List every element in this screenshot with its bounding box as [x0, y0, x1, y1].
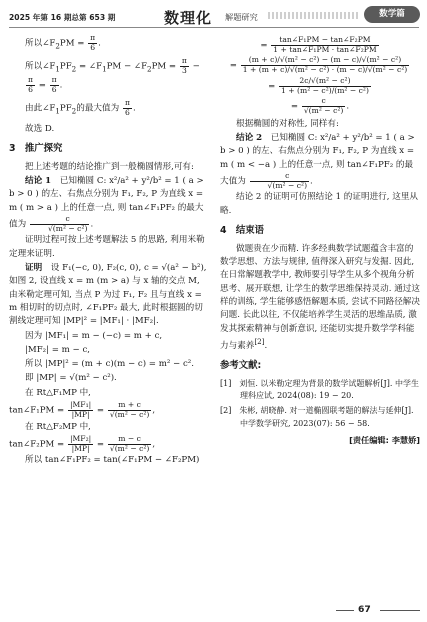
journal-brand: 数理化: [164, 9, 213, 27]
closing-paragraph: 做题贵在少而精. 许多经典数学试题蕴含丰富的数学思想、方法与规律, 值得深入研究与发掘. 因此, 在日常解题教学中, 教师要引导学生从多个视角分析思考、展开联想, 让学生的数学思维保持灵动. 通过这样的训练, 学生能够感悟解题本质, 尝试不同路径解决问题. 长此以往, 不仅能培养学生灵活的思维品质, 激发其探索精神与创新意识, 还能切实提升数学学科能力与素养[2].: [220, 243, 420, 351]
header-decoration: [268, 12, 358, 19]
left-column: [9, 34, 207, 469]
proof-line-mp: 即 |MP| = √(m² − c²).: [25, 373, 117, 384]
reference-1: [1] 刘恒. 以米勒定理为背景的数学试题解析[J]. 中学生理科应试, 2024(08): 19 − 20.: [220, 378, 419, 400]
conclusion-2-proof-note: 结论 2 的证明可仿照结论 1 的证明进行, 这里从略.: [220, 192, 419, 216]
line-answer: 故选 D.: [25, 123, 55, 134]
line-angle-f2pm: 所以$\angle F_2PM$ = $\frac{\pi}{6}$ .: [25, 33, 101, 52]
references-heading: 参考文献:: [220, 360, 262, 371]
page-number-rule-right: [380, 610, 420, 611]
citation-2: [2]: [254, 336, 265, 346]
issue-number: 2025 年第 16 期总第 653 期: [9, 13, 116, 22]
line-max-value: 由此$\angle F_1PF_2$的最大值为 $\frac{\pi}{6}$ .: [25, 98, 136, 118]
proof-paragraph: 证明 设 F₁(−c, 0), F₂(c, 0), c = √(a² − b²), 如图 2, 设直线 x = m (m > a) 与 x 轴的交点 M, 由米勒定理可知, 当点 P 为过 F₁, F₂ 且与直线 x = m 相切时的切点时, ∠F₁PF₂ 最大, 此时根据圆的切割线定理可知 |MP|² = |MF₁| · |MF₂|.: [9, 262, 207, 327]
section-3-heading: 3 推广探究: [9, 143, 63, 155]
proof-line-mf1: 因为 |MF₁| = m − (−c) = m + c,: [25, 330, 163, 341]
proof-label: 证明: [25, 262, 43, 273]
section-badge: 数学篇: [364, 6, 420, 23]
conclusion-1-label: 结论 1: [25, 175, 52, 186]
conclusion-2-label: 结论 2: [236, 133, 263, 144]
proof-line-mf2: |MF₂| = m − c,: [25, 344, 91, 355]
paragraph-proof-method: 证明过程可按上述考题解法 5 的思路, 利用米勒定理来证明.: [9, 235, 205, 259]
proof-line-rt2: 在 Rt△F₂MP 中,: [25, 421, 91, 432]
page-header: [0, 0, 427, 30]
equation-step-2: = $\frac{\text{(m + c)/√(m² − c²) − (m − c)/√(m² − c²)}}{\text{1 + (m + c)/√(m² − c²) · (m − c)/√(m² − c²)}}$: [229, 55, 408, 75]
page-number: 67: [358, 604, 371, 615]
proof-line-tan2: tan∠F₂PM = $\frac{\text{|MF₂|}}{|MP|}$ = $\frac{m - c}{\text{√(m² − c²)}}$ ,: [9, 433, 156, 453]
equation-step-4: = $\frac{c}{\text{√(m² − c²)}}$ .: [290, 96, 350, 116]
journal-column: 解题研究: [225, 12, 258, 22]
proof-line-mp2: 所以 |MP|² = (m + c)(m − c) = m² − c².: [25, 359, 194, 370]
right-column: [220, 34, 420, 447]
equation-step-3: = $\frac{\text{2c/√(m² − c²)}}{\text{1 + (m² − c²)/(m² − c²)}}$: [268, 75, 369, 95]
conclusion-1: 结论 1 已知椭圆 C: x²/a² + y²/b² = 1 ( a > b > 0 ) 的左、右焦点分别为 F₁, F₂, P 为直线 x = m ( m > a ) 上的任意一点, 则 tan∠F₁PF₂ 的最大值为 $\frac{c}{\text{√(m² − c²)}}$ .: [9, 175, 204, 233]
conclusion-2: 结论 2 已知椭圆 C: x²/a² + y²/b² = 1 ( a > b > 0 ) 的左、右焦点分别为 F₁, F₂, P 为直线 x = m ( m < −a ) 上的任意一点, 则 tan∠F₁PF₂ 的最大值为 $\frac{c}{\text{√(m² − c²)}}$ .: [220, 133, 415, 190]
line-angle-f1pf2: 所以$\angle F_1PF_2$ = $\angle F_1PM$ − $\angle F_2PM$ = $\frac{\pi}{3}$ − $\frac{\pi}{6}$ = $\frac{\pi}{6}$ .: [25, 56, 200, 94]
responsible-editor: [责任编辑: 李慧娇]: [349, 435, 420, 446]
page-number-rule-left: [336, 610, 354, 611]
paragraph-intro: 把上述考题的结论推广到一般椭圆情形,可有:: [25, 161, 194, 172]
reference-2: [2] 朱彬, 胡晓静. 对一道椭圆联考题的解法与延伸[J]. 中学数学研究, 2023(07): 56 − 58.: [220, 406, 414, 428]
header-divider: [9, 27, 419, 28]
proof-line-rt1: 在 Rt△F₁MP 中,: [25, 387, 91, 398]
equation-step-1: = $\frac{\text{tan∠F₁PM − tan∠F₂PM}}{\text{1 + tan∠F₁PM · tan∠F₂PM}}$: [260, 35, 377, 54]
proof-line-tan-diff: 所以 tan∠F₁PF₂ = tan(∠F₁PM − ∠F₂PM): [25, 455, 200, 466]
proof-line-tan1: tan∠F₁PM = $\frac{\text{|MF₁|}}{|MP|}$ = $\frac{m + c}{\text{√(m² − c²)}}$ ,: [9, 400, 156, 419]
section-4-heading: 4 结束语: [220, 225, 265, 237]
symmetry-note: 根据椭圆的对称性, 同样有:: [236, 118, 339, 129]
